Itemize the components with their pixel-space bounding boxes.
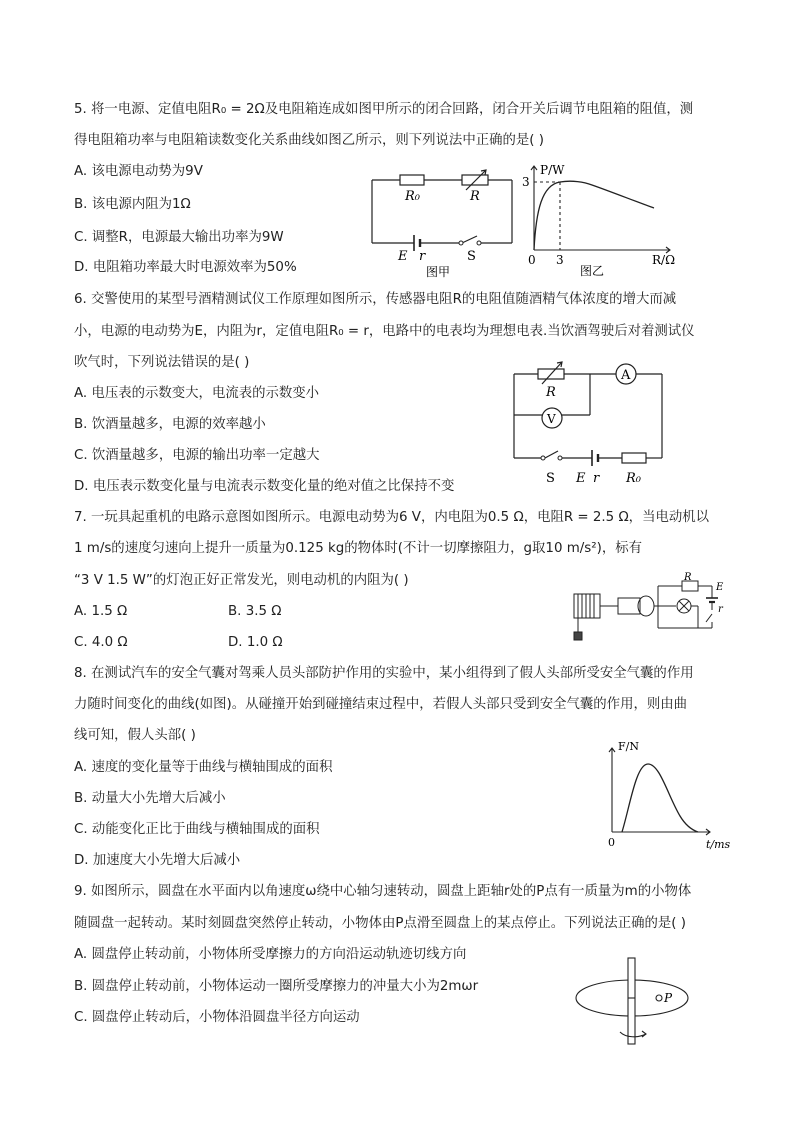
q8-option-d[interactable]: D. 加速度大小先增大后减小: [74, 853, 241, 868]
q6-circuit-diagram: [508, 358, 674, 488]
q7-option-b[interactable]: B. 3.5 Ω: [228, 604, 282, 619]
q7-load-block: [574, 632, 582, 640]
q5-y-tick: 3: [522, 175, 530, 189]
q7-stem-line2: 1 m/s的速度匀速向上提升一质量为0.125 kg的物体时(不计一切摩擦阻力，g取10 m/s²)，标有: [74, 541, 643, 556]
q5-r-internal-label: r: [419, 249, 426, 264]
q5-ylabel: P/W: [540, 163, 565, 177]
q6-stem-line3: 吹气时，下列说法错误的是( ): [74, 355, 250, 370]
q6-r-internal-label: r: [593, 471, 600, 486]
q8-stem-line2: 力随时间变化的曲线(如图)。从碰撞开始到碰撞结束过程中，若假人头部只受到安全气囊的作用，则由曲: [74, 697, 688, 712]
q5-stem-line2: 得电阻箱功率与电阻箱读数变化关系曲线如图乙所示，则下列说法中正确的是( ): [74, 133, 544, 148]
q5-switch-s: [462, 236, 477, 243]
q5-power-curve: [534, 181, 654, 250]
q5-option-a[interactable]: A. 该电源电动势为9V: [74, 164, 203, 179]
q7-crane-circuit: [566, 572, 726, 646]
q7-motor: [618, 598, 640, 614]
q5-option-c[interactable]: C. 调整R，电源最大输出功率为9W: [74, 230, 284, 245]
q9-axle: [628, 958, 635, 1044]
q5-origin: 0: [528, 253, 536, 267]
q6-voltmeter-label: V: [547, 412, 556, 426]
q8-force-curve: [622, 764, 698, 832]
q8-option-a[interactable]: A. 速度的变化量等于曲线与横轴围成的面积: [74, 760, 333, 775]
q7-option-c[interactable]: C. 4.0 Ω: [74, 635, 128, 650]
q6-option-b[interactable]: B. 饮酒量越多，电源的效率越小: [74, 417, 266, 432]
q5-x-tick: 3: [556, 253, 564, 267]
q6-switch-s: [545, 451, 558, 458]
q6-option-d[interactable]: D. 电压表示数变化量与电流表示数变化量的绝对值之比保持不变: [74, 479, 455, 494]
q5-option-b[interactable]: B. 该电源内阻为1Ω: [74, 197, 191, 212]
q7-stem-line1: 7. 一玩具起重机的电路示意图如图所示。电源电动势为6 V，内电阻为0.5 Ω，电阻R = 2.5 Ω，当电动机以: [74, 510, 710, 525]
q7-stem-line3: “3 V 1.5 W”的灯泡正好正常发光，则电动机的内阻为( ): [74, 573, 409, 588]
q8-force-time-graph: [598, 736, 738, 854]
q7-option-a[interactable]: A. 1.5 Ω: [74, 604, 128, 619]
q9-option-a[interactable]: A. 圆盘停止转动前，小物体所受摩擦力的方向沿运动轨迹切线方向: [74, 947, 467, 962]
q5-r0-label: R₀: [405, 189, 420, 204]
q5-stem-line1: 5. 将一电源、定值电阻R₀ = 2Ω及电阻箱连成如图甲所示的闭合回路，闭合开关后调节电阻箱的阻值，测: [74, 102, 694, 117]
q6-e-label: E: [576, 471, 586, 486]
q5-r0-resistor: [400, 175, 424, 185]
q6-r-label: R: [546, 385, 556, 400]
q5-r-resistor-box: [462, 175, 488, 185]
q6-option-c[interactable]: C. 饮酒量越多，电源的输出功率一定越大: [74, 448, 320, 463]
q8-xlabel: t/ms: [706, 838, 731, 851]
q5-xlabel: R/Ω: [652, 253, 676, 267]
q7-r-label: R: [684, 572, 692, 583]
q8-option-c[interactable]: C. 动能变化正比于曲线与横轴围成的面积: [74, 822, 320, 837]
q9-option-b[interactable]: B. 圆盘停止转动前，小物体运动一圈所受摩擦力的冲量大小为2mωr: [74, 979, 479, 994]
q5-fig-yi-caption: 图乙: [580, 264, 605, 278]
q8-ylabel: F/N: [618, 740, 639, 753]
q6-stem-line2: 小，电源的电动势为E，内阻为r，定值电阻R₀ = r，电路中的电表均为理想电表.当饮酒驾驶后对着测试仪: [74, 324, 695, 339]
q5-option-d[interactable]: D. 电阻箱功率最大时电源效率为50%: [74, 260, 297, 275]
q5-r-label: R: [470, 189, 480, 204]
q9-stem-line2: 随圆盘一起转动。某时刻圆盘突然停止转动，小物体由P点滑至圆盘上的某点停止。下列说法正确的是( ): [74, 916, 686, 931]
q9-rotating-disk-diagram: [572, 954, 694, 1052]
q8-stem-line1: 8. 在测试汽车的安全气囊对驾乘人员头部防护作用的实验中，某小组得到了假人头部所受安全气囊的作用: [74, 666, 694, 681]
q9-option-c[interactable]: C. 圆盘停止转动后，小物体沿圆盘半径方向运动: [74, 1010, 360, 1025]
q9-p-label: P: [664, 991, 673, 1005]
q6-r0-resistor: [622, 453, 646, 463]
q6-option-a[interactable]: A. 电压表的示数变大，电流表的示数变小: [74, 386, 320, 401]
q8-origin: 0: [608, 836, 615, 849]
q9-stem-line1: 9. 如图所示，圆盘在水平面内以角速度ω绕中心轴匀速转动，圆盘上距轴r处的P点有一质量为m的小物体: [74, 884, 692, 899]
q7-option-d[interactable]: D. 1.0 Ω: [228, 635, 283, 650]
q8-option-b[interactable]: B. 动量大小先增大后减小: [74, 791, 226, 806]
q5-fig-jia-caption: 图甲: [426, 265, 451, 279]
q7-e-label: E: [716, 582, 724, 593]
q6-stem-line1: 6. 交警使用的某型号酒精测试仪工作原理如图所示，传感器电阻R的电阻值随酒精气体浓度的增大而减: [74, 292, 677, 307]
q5-circuit-diagram: [362, 168, 522, 280]
q6-r0-label: R₀: [626, 471, 641, 486]
q6-ammeter-label: A: [621, 368, 631, 383]
q8-stem-line3: 线可知，假人头部( ): [74, 728, 196, 743]
q7-r-internal-label: r: [718, 604, 723, 615]
q5-s-label: S: [467, 249, 476, 264]
q5-e-label: E: [398, 249, 408, 264]
q5-power-graph: [522, 160, 682, 280]
q6-s-label: S: [546, 471, 555, 486]
